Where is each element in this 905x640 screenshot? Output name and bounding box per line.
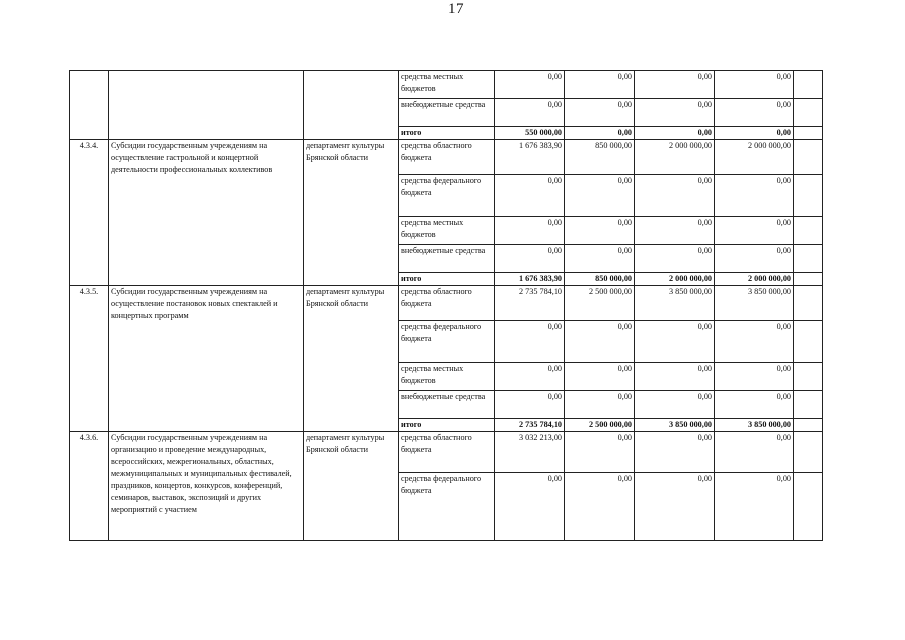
amount-cell: 0,00	[715, 127, 794, 140]
item-number: 4.3.5.	[70, 286, 109, 432]
amount-cell: 0,00	[635, 473, 715, 541]
amount-cell: 0,00	[565, 71, 635, 99]
amount-cell: 0,00	[715, 363, 794, 391]
funding-source: внебюджетные средства	[399, 391, 495, 419]
empty-cell	[794, 473, 823, 541]
funding-source: внебюджетные средства	[399, 245, 495, 273]
empty-cell	[794, 99, 823, 127]
empty-cell	[794, 391, 823, 419]
amount-cell: 2 000 000,00	[635, 273, 715, 286]
amount-cell: 3 032 213,00	[495, 432, 565, 473]
amount-cell: 0,00	[715, 245, 794, 273]
item-number: 4.3.4.	[70, 140, 109, 286]
amount-cell: 0,00	[495, 99, 565, 127]
page-number: 17	[448, 1, 464, 17]
amount-cell: 850 000,00	[565, 140, 635, 175]
amount-cell: 0,00	[635, 127, 715, 140]
empty-cell	[794, 71, 823, 99]
amount-cell: 0,00	[495, 71, 565, 99]
item-number: 4.3.6.	[70, 432, 109, 541]
amount-cell: 2 000 000,00	[635, 140, 715, 175]
item-department: департамент культуры Брянской области	[304, 140, 399, 286]
amount-cell: 0,00	[565, 127, 635, 140]
amount-cell: 0,00	[715, 217, 794, 245]
funding-source: средства федерального бюджета	[399, 175, 495, 217]
amount-cell: 0,00	[565, 432, 635, 473]
amount-cell: 0,00	[635, 391, 715, 419]
amount-cell: 0,00	[495, 175, 565, 217]
item-name	[109, 71, 304, 140]
table-row	[70, 432, 823, 473]
amount-cell: 0,00	[565, 245, 635, 273]
amount-cell: 3 850 000,00	[715, 419, 794, 432]
amount-cell: 0,00	[565, 99, 635, 127]
amount-cell: 0,00	[635, 175, 715, 217]
item-name: Субсидии государственным учреждениям на осуществление постановок новых спектаклей и концертных программ	[109, 286, 304, 432]
amount-cell: 550 000,00	[495, 127, 565, 140]
table-row	[70, 286, 823, 321]
amount-cell: 0,00	[635, 71, 715, 99]
empty-cell	[794, 245, 823, 273]
amount-cell: 0,00	[635, 245, 715, 273]
empty-cell	[794, 432, 823, 473]
amount-cell: 0,00	[495, 321, 565, 363]
amount-cell: 0,00	[715, 99, 794, 127]
amount-cell: 0,00	[715, 71, 794, 99]
amount-cell: 0,00	[635, 321, 715, 363]
amount-cell: 0,00	[715, 473, 794, 541]
item-name: Субсидии государственным учреждениям на организацию и проведение международных, всероссийских, межрегиональных, областных, межмуниципальных и муниципальных фестивалей, праздников, концертов, конкурсов, конференций, семинаров, выставок, экспозиций и других мероприятий с участием	[109, 432, 304, 541]
amount-cell: 0,00	[635, 99, 715, 127]
amount-cell: 0,00	[565, 321, 635, 363]
amount-cell: 0,00	[635, 217, 715, 245]
empty-cell	[794, 175, 823, 217]
funding-source: средства федерального бюджета	[399, 473, 495, 541]
amount-cell: 2 000 000,00	[715, 140, 794, 175]
amount-cell: 0,00	[495, 217, 565, 245]
amount-cell: 0,00	[635, 363, 715, 391]
empty-cell	[794, 363, 823, 391]
amount-cell: 3 850 000,00	[635, 419, 715, 432]
amount-cell: 0,00	[565, 175, 635, 217]
amount-cell: 2 500 000,00	[565, 419, 635, 432]
amount-cell: 0,00	[635, 432, 715, 473]
amount-cell: 0,00	[565, 391, 635, 419]
table-row	[70, 140, 823, 175]
empty-cell	[794, 127, 823, 140]
amount-cell: 2 500 000,00	[565, 286, 635, 321]
amount-cell: 850 000,00	[565, 273, 635, 286]
budget-table	[69, 70, 823, 541]
item-department: департамент культуры Брянской области	[304, 286, 399, 432]
funding-source: средства областного бюджета	[399, 140, 495, 175]
empty-cell	[794, 419, 823, 432]
funding-source: средства областного бюджета	[399, 432, 495, 473]
amount-cell: 0,00	[565, 217, 635, 245]
amount-cell: 2 735 784,10	[495, 419, 565, 432]
amount-cell: 0,00	[565, 363, 635, 391]
funding-source: внебюджетные средства	[399, 99, 495, 127]
funding-source: итого	[399, 127, 495, 140]
funding-source: средства областного бюджета	[399, 286, 495, 321]
amount-cell: 1 676 383,90	[495, 140, 565, 175]
amount-cell: 3 850 000,00	[635, 286, 715, 321]
amount-cell: 0,00	[715, 321, 794, 363]
amount-cell: 0,00	[715, 175, 794, 217]
amount-cell: 0,00	[495, 473, 565, 541]
table-row	[70, 71, 823, 99]
item-department	[304, 71, 399, 140]
funding-source: средства местных бюджетов	[399, 363, 495, 391]
funding-source: итого	[399, 419, 495, 432]
amount-cell: 0,00	[495, 391, 565, 419]
amount-cell: 0,00	[715, 432, 794, 473]
funding-source: средства федерального бюджета	[399, 321, 495, 363]
funding-source: средства местных бюджетов	[399, 71, 495, 99]
amount-cell: 0,00	[495, 363, 565, 391]
item-department: департамент культуры Брянской области	[304, 432, 399, 541]
amount-cell: 2 000 000,00	[715, 273, 794, 286]
funding-source: итого	[399, 273, 495, 286]
amount-cell: 2 735 784,10	[495, 286, 565, 321]
empty-cell	[794, 140, 823, 175]
amount-cell: 0,00	[565, 473, 635, 541]
amount-cell: 3 850 000,00	[715, 286, 794, 321]
amount-cell: 0,00	[495, 245, 565, 273]
amount-cell: 0,00	[715, 391, 794, 419]
empty-cell	[794, 321, 823, 363]
item-name: Субсидии государственным учреждениям на осуществление гастрольной и концертной деятельности профессиональных коллективов	[109, 140, 304, 286]
empty-cell	[794, 273, 823, 286]
amount-cell: 1 676 383,90	[495, 273, 565, 286]
empty-cell	[794, 286, 823, 321]
item-number	[70, 71, 109, 140]
empty-cell	[794, 217, 823, 245]
funding-source: средства местных бюджетов	[399, 217, 495, 245]
